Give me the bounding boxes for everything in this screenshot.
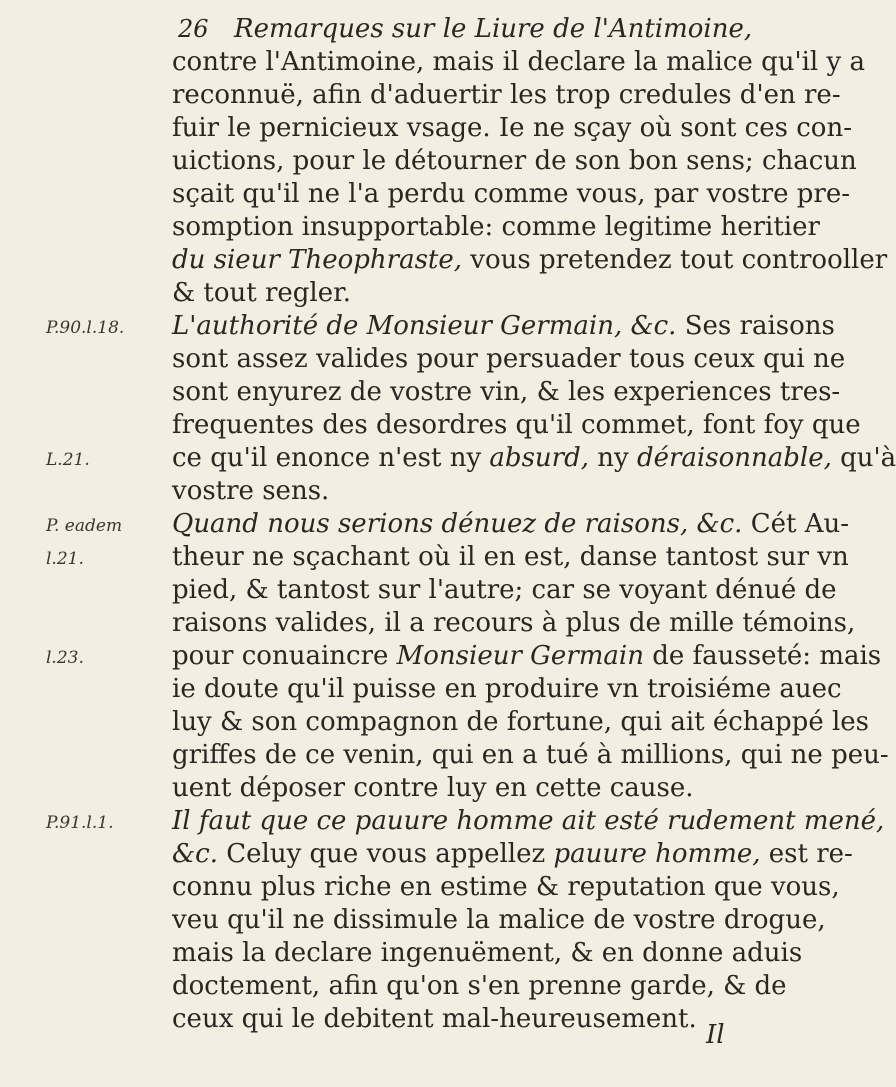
text-line xyxy=(172,739,889,772)
text-line xyxy=(172,574,837,607)
text-line xyxy=(172,112,852,145)
italic-text: L'authorité de Monsieur Germain, &c. xyxy=(172,311,677,341)
text-segment: vostre sens. xyxy=(172,476,330,506)
italic-text: Monsieur Germain xyxy=(396,641,644,671)
text-line xyxy=(172,409,861,442)
text-segment: pour conuaincre xyxy=(172,641,397,671)
text-segment: Celuy que vous appellez xyxy=(217,839,554,869)
text-segment: de fausseté: mais xyxy=(643,641,882,671)
text-line xyxy=(172,541,849,574)
text-segment: frequentes des desordres qu'il commet, font foy que xyxy=(172,410,861,440)
text-segment: & tout regler. xyxy=(172,278,351,308)
text-segment: uictions, pour le détourner de son bon sens; chacun xyxy=(172,146,857,176)
text-line xyxy=(172,145,857,178)
italic-text: absurd, xyxy=(489,443,589,473)
text-line xyxy=(172,970,787,1003)
text-line xyxy=(172,442,896,475)
text-line xyxy=(172,475,740,508)
text-line xyxy=(172,46,865,79)
text-segment: qu'à xyxy=(831,443,896,473)
text-segment: connu plus riche en estime & reputation que vous, xyxy=(172,872,840,902)
text-line xyxy=(172,310,835,343)
text-line xyxy=(172,607,856,640)
text-segment: mais la declare ingenuëment, & en donne aduis xyxy=(172,938,803,968)
text-segment: pied, & tantost sur l'autre; car se voyant dénué de xyxy=(172,575,837,605)
text-segment: luy & son compagnon de fortune, qui ait échappé les xyxy=(172,707,870,737)
text-segment: sçait qu'il ne l'a perdu comme vous, par vostre pre- xyxy=(172,179,851,209)
text-line xyxy=(172,1003,740,1036)
text-line xyxy=(172,277,740,310)
text-segment: ny xyxy=(589,443,637,473)
italic-text: Il faut que ce pauure homme ait esté rudement mené, xyxy=(172,806,885,836)
text-segment: uent déposer contre luy en cette cause. xyxy=(172,773,694,803)
margin-note: P.90.l.18. xyxy=(46,318,125,338)
text-segment: contre l'Antimoine, mais il declare la malice qu'il y a xyxy=(172,47,865,77)
margin-note: L.21. xyxy=(46,450,90,470)
text-line xyxy=(172,640,882,673)
text-line xyxy=(172,706,870,739)
italic-text: déraisonnable, xyxy=(636,443,832,473)
text-segment: sont enyurez de vostre vin, & les experiences tres- xyxy=(172,377,841,407)
text-segment: reconnuë, afin d'aduertir les trop credules d'en re- xyxy=(172,80,841,110)
text-line xyxy=(172,343,846,376)
text-line xyxy=(172,904,826,937)
page-number: 26 xyxy=(178,15,209,43)
text-segment: ce qu'il enonce n'est ny xyxy=(172,443,490,473)
text-segment: theur ne sçachant où il en est, danse tantost sur vn xyxy=(172,542,849,572)
text-line xyxy=(172,673,842,706)
italic-text: Quand nous serions dénuez de raisons, &c. xyxy=(172,509,743,539)
text-line xyxy=(172,244,888,277)
catchword: Il xyxy=(706,1020,725,1050)
italic-text: du sieur Theophraste, xyxy=(172,245,463,275)
text-segment: vous pretendez tout controoller xyxy=(462,245,888,275)
running-title: Remarques sur le Liure de l'Antimoine, xyxy=(234,14,753,44)
text-segment: est re- xyxy=(760,839,853,869)
text-line xyxy=(172,937,803,970)
text-segment: Cét Au- xyxy=(742,509,850,539)
text-line xyxy=(172,79,841,112)
text-line xyxy=(172,508,850,541)
text-line xyxy=(172,178,851,211)
margin-note: l.21. xyxy=(46,549,84,569)
text-segment: veu qu'il ne dissimule la malice de vostre drogue, xyxy=(172,905,826,935)
text-segment: ceux qui le debitent mal-heureusement. xyxy=(172,1004,697,1034)
margin-note: P.91.l.1. xyxy=(46,813,114,833)
text-segment: raisons valides, il a recours à plus de mille témoins, xyxy=(172,608,856,638)
text-line xyxy=(172,376,841,409)
italic-text: pauure homme, xyxy=(553,839,761,869)
running-head xyxy=(178,14,753,44)
text-line xyxy=(172,871,840,904)
text-segment: doctement, afin qu'on s'en prenne garde, & de xyxy=(172,971,787,1001)
text-segment: ie doute qu'il puisse en produire vn troisiéme auec xyxy=(172,674,842,704)
text-segment: fuir le pernicieux vsage. Ie ne sçay où sont ces con- xyxy=(172,113,852,143)
italic-text: &c. xyxy=(172,839,218,869)
text-line xyxy=(172,838,853,871)
text-segment: griffes de ce venin, qui en a tué à millions, qui ne peu- xyxy=(172,740,889,770)
text-segment: somption insupportable: comme legitime heritier xyxy=(172,212,820,242)
text-segment: Ses raisons xyxy=(676,311,835,341)
margin-note: l.23. xyxy=(46,648,84,668)
text-line xyxy=(172,805,885,838)
margin-note: P. eadem xyxy=(46,516,123,536)
text-line xyxy=(172,772,740,805)
text-line xyxy=(172,211,820,244)
text-segment: sont assez valides pour persuader tous ceux qui ne xyxy=(172,344,846,374)
